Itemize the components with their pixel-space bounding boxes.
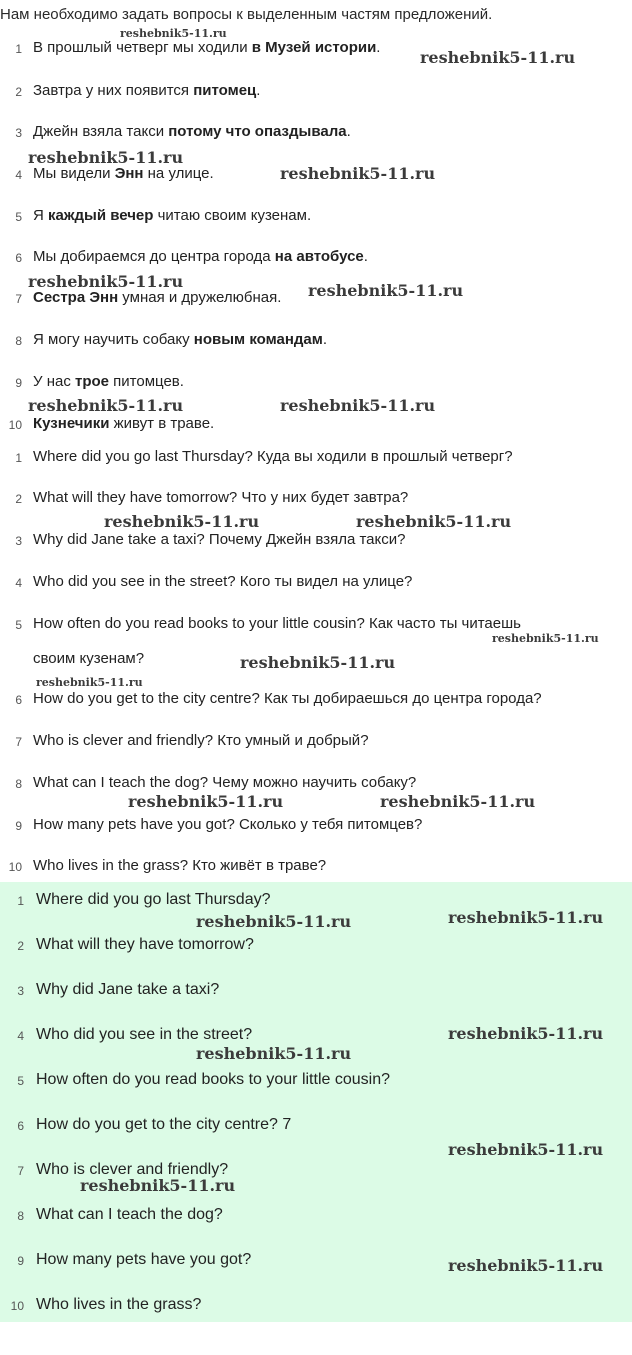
item-number: 1 (17, 894, 24, 908)
task-instruction: Нам необходимо задать вопросы к выделенным частям предложений. (0, 6, 493, 23)
item-number: 2 (17, 939, 24, 953)
watermark: reshebnik5-11.ru (280, 396, 436, 415)
item-number: 8 (17, 1209, 24, 1223)
answer-text: How many pets have you got? (36, 1251, 252, 1268)
answer-text: What can I teach the dog? (36, 1206, 223, 1223)
watermark: reshebnik5-11.ru (308, 281, 464, 300)
item-number: 8 (15, 777, 22, 791)
item-number: 6 (15, 251, 22, 265)
sentence-text: живут в траве. (109, 415, 215, 432)
item-number: 10 (8, 418, 22, 432)
item-number: 6 (15, 693, 22, 707)
item-number: 7 (15, 735, 22, 749)
sentence-text: Мы добираемся до центра города (33, 248, 275, 265)
sentence-text: на улице. (143, 165, 214, 182)
question-text: What will they have tomorrow? Что у них будет завтра? (33, 489, 409, 506)
question-text: Why did Jane take a taxi? Почему Джейн взяла такси? (33, 531, 406, 548)
highlighted-part: потому что опаздывала (168, 123, 347, 140)
sentence-text: читаю своим кузенам. (153, 207, 312, 224)
question-text: Who is clever and friendly? Кто умный и добрый? (33, 732, 369, 749)
highlighted-part: новым командам (193, 331, 323, 348)
question-text: Who did you see in the street? Кого ты видел на улице? (33, 573, 413, 590)
watermark: reshebnik5-11.ru (420, 48, 576, 67)
answer-text: Why did Jane take a taxi? (36, 981, 220, 998)
item-number: 5 (15, 210, 22, 224)
answer-text: Who is clever and friendly? (36, 1161, 229, 1178)
item-number: 4 (15, 168, 22, 182)
watermark: reshebnik5-11.ru (356, 512, 512, 531)
watermark: reshebnik5-11.ru (448, 1024, 604, 1043)
answer-text: Who did you see in the street? (36, 1026, 253, 1043)
question-text: Where did you go last Thursday? Куда вы ходили в прошлый четверг? (33, 448, 513, 465)
watermark: reshebnik5-11.ru (120, 27, 227, 40)
answer-text: What will they have tomorrow? (36, 936, 254, 953)
item-number: 1 (15, 451, 22, 465)
sentence-text: . (363, 248, 368, 265)
watermark: reshebnik5-11.ru (128, 792, 284, 811)
item-number: 7 (17, 1164, 24, 1178)
item-number: 2 (15, 85, 22, 99)
watermark: reshebnik5-11.ru (448, 1256, 604, 1275)
highlighted-part: в Музей истории (251, 39, 377, 56)
highlighted-part: Кузнечики (33, 415, 110, 432)
watermark: reshebnik5-11.ru (104, 512, 260, 531)
item-number: 3 (15, 534, 22, 548)
item-number: 9 (15, 376, 22, 390)
highlighted-part: Энн (114, 165, 144, 182)
highlighted-part: трое (75, 373, 110, 390)
answer-text: Who lives in the grass? (36, 1296, 202, 1313)
highlighted-part: на автобусе (274, 248, 364, 265)
item-number: 9 (15, 819, 22, 833)
watermark: reshebnik5-11.ru (280, 164, 436, 183)
question-text: How often do you read books to your little cousin? Как часто ты читаешь (33, 615, 521, 632)
watermark: reshebnik5-11.ru (448, 908, 604, 927)
question-text: Who lives in the grass? Кто живёт в траве? (33, 857, 327, 874)
highlighted-part: Сестра Энн (33, 289, 119, 306)
sentence-text: . (376, 39, 381, 56)
highlighted-part: каждый вечер (48, 207, 154, 224)
item-number: 5 (15, 618, 22, 632)
sentence-text: В прошлый четверг мы ходили (33, 39, 252, 56)
watermark: reshebnik5-11.ru (28, 148, 184, 167)
watermark: reshebnik5-11.ru (28, 272, 184, 291)
item-number: 2 (15, 492, 22, 506)
sentence-text: . (322, 331, 328, 348)
item-number: 1 (15, 42, 22, 56)
watermark: reshebnik5-11.ru (492, 632, 599, 645)
sentence-text: Мы видели (33, 165, 115, 182)
item-number: 6 (17, 1119, 24, 1133)
item-number: 10 (8, 860, 22, 874)
item-number: 3 (15, 126, 22, 140)
watermark: reshebnik5-11.ru (28, 396, 184, 415)
question-text: What can I teach the dog? Чему можно научить собаку? (33, 774, 417, 791)
answer-text: Where did you go last Thursday? (36, 891, 271, 908)
answer-text: How do you get to the city centre? 7 (36, 1116, 292, 1133)
watermark: reshebnik5-11.ru (448, 1140, 604, 1159)
item-number: 4 (15, 576, 22, 590)
watermark: reshebnik5-11.ru (80, 1176, 236, 1195)
watermark: reshebnik5-11.ru (196, 1044, 352, 1063)
sentence-text: Завтра у них появится (33, 82, 194, 99)
item-number: 8 (15, 334, 22, 348)
watermark: reshebnik5-11.ru (196, 912, 352, 931)
item-number: 9 (17, 1254, 24, 1268)
answer-text: How often do you read books to your little cousin? (36, 1071, 390, 1088)
highlighted-part: питомец (193, 82, 257, 99)
question-text: своим кузенам? (33, 650, 145, 667)
item-number: 3 (17, 984, 24, 998)
sentence-text: Я могу научить собаку (33, 331, 194, 348)
question-text: How many pets have you got? Сколько у тебя питомцев? (33, 816, 423, 833)
sentence-text: питомцев. (109, 373, 184, 390)
item-number: 7 (15, 292, 22, 306)
item-number: 10 (10, 1299, 24, 1313)
item-number: 4 (17, 1029, 24, 1043)
item-number: 5 (17, 1074, 24, 1088)
watermark: reshebnik5-11.ru (380, 792, 536, 811)
sentence-text: умная и дружелюбная. (118, 289, 282, 306)
watermark: reshebnik5-11.ru (240, 653, 396, 672)
sentence-text: . (346, 123, 351, 140)
sentence-text: Я (33, 207, 48, 224)
sentence-text: У нас (33, 373, 75, 390)
sentence-text: . (256, 82, 261, 99)
question-text: How do you get to the city centre? Как ты добираешься до центра города? (33, 690, 542, 707)
watermark: reshebnik5-11.ru (36, 676, 143, 689)
sentence-text: Джейн взяла такси (33, 123, 169, 140)
